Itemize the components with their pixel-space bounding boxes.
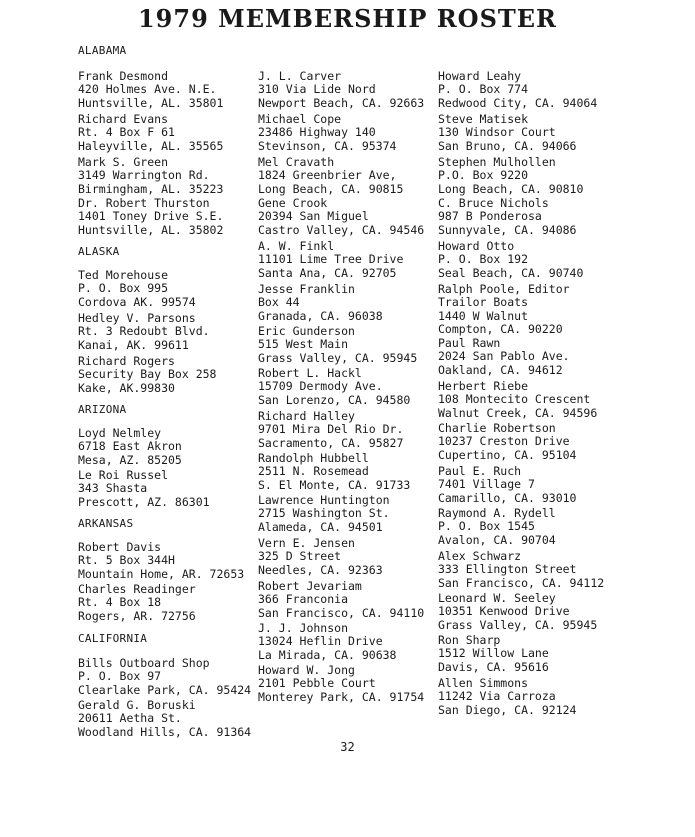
member-name: Charlie Robertson	[438, 421, 556, 435]
member-address-line: Sunnyvale, CA. 94086	[438, 222, 577, 237]
state-heading: ARKANSAS	[78, 517, 134, 530]
member-name: Lawrence Huntington	[258, 493, 390, 507]
member-address-line: Rogers, AR. 72756	[78, 608, 196, 623]
member-address-line: 13024 Heflin Drive	[258, 634, 383, 649]
member-name: Richard Halley	[258, 409, 355, 423]
member-address-line: P. O. Box 774	[438, 82, 529, 97]
member-name: Michael Cope	[258, 112, 342, 126]
member-entry	[78, 699, 251, 739]
member-name: Robert Jevariam	[258, 579, 362, 593]
member-entry	[78, 427, 182, 467]
member-address-line: P. O. Box 995	[78, 281, 169, 296]
member-entry	[438, 156, 583, 196]
member-name: Dr. Robert Thurston	[78, 196, 210, 210]
member-address-line: Haleyville, AL. 35565	[78, 138, 224, 153]
member-address-line: Cupertino, CA. 95104	[438, 447, 577, 462]
member-entry	[78, 541, 244, 581]
member-name: Eric Gunderson	[258, 324, 355, 338]
member-address-line: P. O. Box 97	[78, 669, 162, 684]
member-address-line: Castro Valley, CA. 94546	[258, 222, 425, 237]
member-entry	[438, 380, 597, 420]
member-address-line: Redwood City, CA. 94064	[438, 95, 598, 110]
member-address-line: Huntsville, AL. 35802	[78, 222, 224, 237]
member-address-line: Trailor Boats	[438, 295, 529, 310]
member-address-line: Avalon, CA. 90704	[438, 532, 556, 547]
member-name: Ron Sharp	[438, 633, 501, 647]
member-name: Gene Crook	[258, 196, 328, 210]
member-entry	[78, 657, 251, 697]
member-address-line: Grass Valley, CA. 95945	[438, 617, 598, 632]
member-entry	[258, 622, 396, 662]
state-heading: ALASKA	[78, 245, 120, 258]
member-name: Richard Rogers	[78, 354, 175, 368]
member-name: Robert L. Hackl	[258, 366, 362, 380]
member-name: Stephen Mulhollen	[438, 155, 556, 169]
member-entry	[438, 422, 576, 462]
member-address-line: Grass Valley, CA. 95945	[258, 350, 418, 365]
member-name: Le Roi Russel	[78, 468, 169, 482]
member-address-line: Clearlake Park, CA. 95424	[78, 682, 252, 697]
member-address-line: 2101 Pebble Court	[258, 676, 376, 691]
member-address-line: Long Beach, CA. 90810	[438, 181, 584, 196]
member-name: C. Bruce Nichols	[438, 196, 549, 210]
member-address-line: Mesa, AZ. 85205	[78, 452, 182, 467]
member-entry	[438, 677, 576, 717]
member-name: Ralph Poole, Editor	[438, 282, 570, 296]
member-entry	[438, 283, 570, 337]
member-address-line: Santa Ana, CA. 92705	[258, 265, 397, 280]
member-address-line: Needles, CA. 92363	[258, 562, 383, 577]
member-entry	[258, 452, 410, 492]
member-entry	[258, 113, 396, 153]
member-address-line: 987 B Ponderosa	[438, 209, 542, 224]
member-address-line: Prescott, AZ. 86301	[78, 494, 210, 509]
member-address-line: 366 Franconia	[258, 592, 349, 607]
member-name: Raymond A. Rydell	[438, 506, 556, 520]
member-address-line: 7401 Village 7	[438, 477, 535, 492]
member-address-line: Camarillo, CA. 93010	[438, 490, 577, 505]
member-address-line: Rt. 3 Redoubt Blvd.	[78, 324, 210, 339]
member-name: Ted Morehouse	[78, 268, 169, 282]
member-address-line: Walnut Creek, CA. 94596	[438, 405, 598, 420]
member-name: Frank Desmond	[78, 69, 169, 83]
member-address-line: 15709 Dermody Ave.	[258, 379, 383, 394]
member-entry	[258, 494, 390, 534]
member-address-line: Rt. 4 Box F 61	[78, 125, 175, 140]
member-name: Paul E. Ruch	[438, 464, 522, 478]
member-entry	[78, 312, 210, 352]
member-address-line: Kake, AK.99830	[78, 380, 175, 395]
member-address-line: 10237 Creston Drive	[438, 434, 570, 449]
member-entry	[438, 507, 556, 547]
member-address-line: San Lorenzo, CA. 94580	[258, 392, 411, 407]
member-entry	[78, 469, 210, 509]
member-address-line: San Diego, CA. 92124	[438, 702, 577, 717]
member-address-line: Granada, CA. 96038	[258, 308, 383, 323]
member-entry	[258, 325, 417, 365]
member-address-line: Monterey Park, CA. 91754	[258, 689, 425, 704]
member-entry	[438, 634, 549, 674]
state-heading: ARIZONA	[78, 403, 127, 416]
member-address-line: 1512 Willow Lane	[438, 646, 549, 661]
member-name: Gerald G. Boruski	[78, 698, 196, 712]
member-address-line: 1440 W Walnut	[438, 308, 529, 323]
member-name: J. L. Carver	[258, 69, 342, 83]
member-address-line: 2511 N. Rosemead	[258, 464, 369, 479]
member-entry	[438, 337, 570, 377]
member-address-line: 11101 Lime Tree Drive	[258, 252, 404, 267]
member-entry	[78, 269, 196, 309]
member-address-line: Box 44	[258, 295, 300, 310]
member-entry	[258, 197, 424, 237]
member-entry	[258, 537, 383, 577]
member-entry	[78, 70, 223, 110]
member-address-line: Oakland, CA. 94612	[438, 362, 563, 377]
member-address-line: Stevinson, CA. 95374	[258, 138, 397, 153]
member-name: Allen Simmons	[438, 676, 529, 690]
state-heading: CALIFORNIA	[78, 632, 148, 645]
member-address-line: Davis, CA. 95616	[438, 659, 549, 674]
member-name: Randolph Hubbell	[258, 451, 369, 465]
member-name: Bills Outboard Shop	[78, 656, 210, 670]
member-entry	[78, 583, 196, 623]
member-name: Hedley V. Parsons	[78, 311, 196, 325]
member-entry	[258, 410, 403, 450]
member-address-line: P.O. Box 9220	[438, 168, 529, 183]
member-address-line: Security Bay Box 258	[78, 367, 217, 382]
member-address-line: P. O. Box 192	[438, 252, 529, 267]
member-address-line: Alameda, CA. 94501	[258, 519, 383, 534]
member-name: J. J. Johnson	[258, 621, 349, 635]
member-name: Leonard W. Seeley	[438, 591, 556, 605]
member-address-line: Rt. 4 Box 18	[78, 595, 162, 610]
member-name: Howard W. Jong	[258, 663, 355, 677]
page-title: 1979 MEMBERSHIP ROSTER	[137, 4, 558, 33]
member-address-line: Rt. 5 Box 344H	[78, 553, 175, 568]
member-address-line: 1401 Toney Drive S.E.	[78, 209, 224, 224]
member-address-line: 6718 East Akron	[78, 439, 182, 454]
member-name: Mel Cravath	[258, 155, 335, 169]
member-address-line: Newport Beach, CA. 92663	[258, 95, 425, 110]
member-address-line: Long Beach, CA. 90815	[258, 181, 404, 196]
page-number: 32	[340, 740, 355, 754]
member-name: Paul Rawn	[438, 336, 501, 350]
member-name: Jesse Franklin	[258, 282, 355, 296]
member-entry	[258, 240, 403, 280]
member-entry	[258, 664, 424, 704]
member-address-line: 310 Via Lide Nord	[258, 82, 376, 97]
member-address-line: Sacramento, CA. 95827	[258, 435, 404, 450]
member-address-line: 9701 Mira Del Rio Dr.	[258, 422, 404, 437]
member-name: Loyd Nelmley	[78, 426, 162, 440]
member-entry	[258, 156, 403, 196]
member-address-line: P. O. Box 1545	[438, 519, 535, 534]
member-entry	[78, 156, 223, 196]
member-entry	[438, 465, 576, 505]
member-name: Charles Readinger	[78, 582, 196, 596]
member-address-line: La Mirada, CA. 90638	[258, 647, 397, 662]
member-entry	[438, 550, 604, 590]
member-entry	[438, 70, 597, 110]
member-address-line: S. El Monte, CA. 91733	[258, 477, 411, 492]
member-entry	[438, 592, 597, 632]
member-entry	[78, 355, 216, 395]
member-address-line: Mountain Home, AR. 72653	[78, 566, 245, 581]
member-entry	[78, 197, 223, 237]
member-address-line: San Francisco, CA. 94112	[438, 575, 605, 590]
member-name: Richard Evans	[78, 112, 169, 126]
member-address-line: Compton, CA. 90220	[438, 322, 563, 337]
member-address-line: 333 Ellington Street	[438, 562, 577, 577]
member-address-line: 20394 San Miguel	[258, 209, 369, 224]
member-address-line: 2024 San Pablo Ave.	[438, 349, 570, 364]
member-name: Robert Davis	[78, 540, 162, 554]
member-entry	[258, 580, 424, 620]
member-address-line: 420 Holmes Ave. N.E.	[78, 82, 217, 97]
member-name: Howard Otto	[438, 239, 515, 253]
state-heading: ALABAMA	[78, 44, 127, 57]
member-address-line: 515 West Main	[258, 337, 349, 352]
member-address-line: Birmingham, AL. 35223	[78, 181, 224, 196]
member-name: Mark S. Green	[78, 155, 169, 169]
member-entry	[258, 367, 410, 407]
member-name: Alex Schwarz	[438, 549, 522, 563]
member-address-line: 20611 Aetha St.	[78, 711, 182, 726]
member-entry	[258, 70, 424, 110]
member-address-line: 325 D Street	[258, 549, 342, 564]
member-address-line: Huntsville, AL. 35801	[78, 95, 224, 110]
member-address-line: Woodland Hills, CA. 91364	[78, 724, 252, 739]
member-address-line: San Bruno, CA. 94066	[438, 138, 577, 153]
member-address-line: Seal Beach, CA. 90740	[438, 265, 584, 280]
member-entry	[438, 113, 576, 153]
member-address-line: 11242 Via Carroza	[438, 689, 556, 704]
member-address-line: Cordova AK. 99574	[78, 294, 196, 309]
member-name: Herbert Riebe	[438, 379, 529, 393]
member-address-line: 1824 Greenbrier Ave,	[258, 168, 397, 183]
member-entry	[438, 197, 576, 237]
member-name: Steve Matisek	[438, 112, 529, 126]
member-address-line: 343 Shasta	[78, 481, 148, 496]
member-name: Vern E. Jensen	[258, 536, 355, 550]
member-entry	[258, 283, 383, 323]
member-name: Howard Leahy	[438, 69, 522, 83]
member-address-line: 3149 Warrington Rd.	[78, 168, 210, 183]
member-address-line: San Francisco, CA. 94110	[258, 605, 425, 620]
member-address-line: 23486 Highway 140	[258, 125, 376, 140]
member-address-line: 2715 Washington St.	[258, 506, 390, 521]
member-entry	[438, 240, 583, 280]
member-name: A. W. Finkl	[258, 239, 335, 253]
member-address-line: 130 Windsor Court	[438, 125, 556, 140]
member-address-line: 108 Montecito Crescent	[438, 392, 591, 407]
member-address-line: 10351 Kenwood Drive	[438, 604, 570, 619]
member-entry	[78, 113, 223, 153]
member-address-line: Kanai, AK. 99611	[78, 337, 189, 352]
